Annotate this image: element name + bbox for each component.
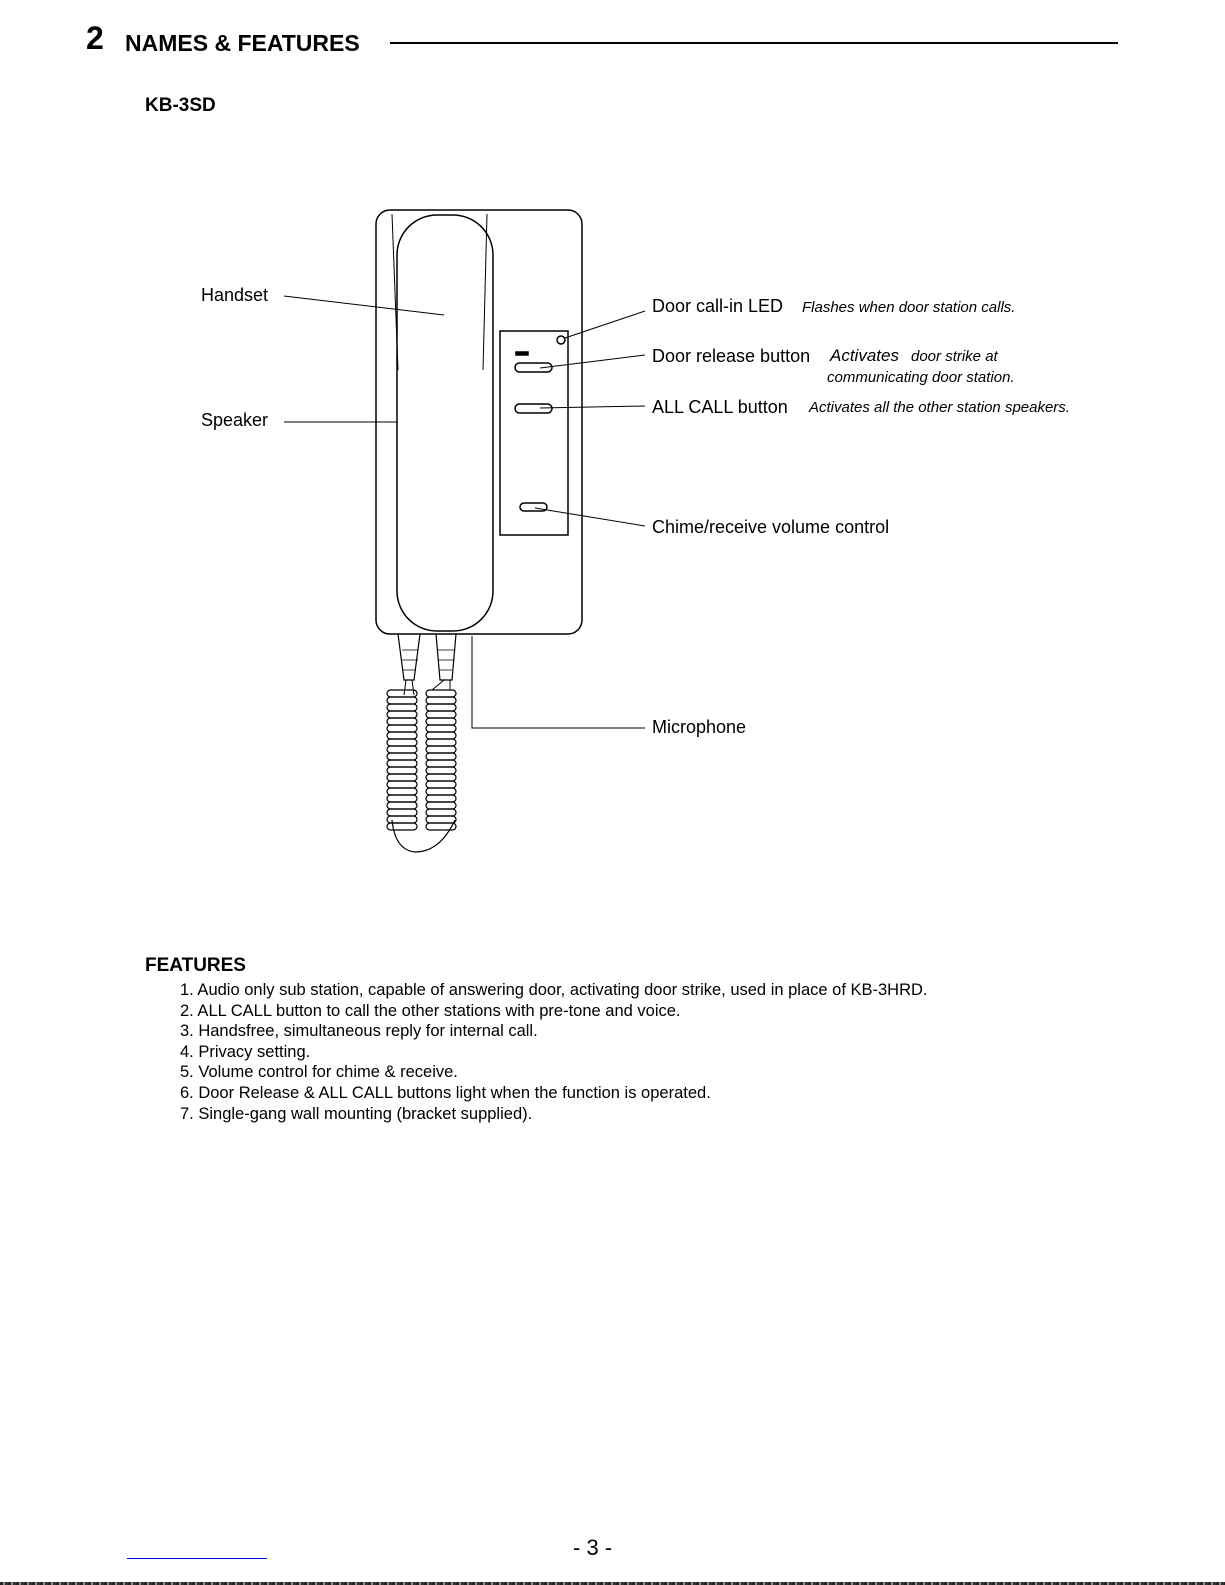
cord-coil	[426, 816, 456, 823]
door-release-label: Door release button	[652, 346, 811, 366]
door-release-note-1: Activates	[830, 346, 899, 365]
station-body	[376, 210, 582, 634]
feature-item: 5. Volume control for chime & receive.	[180, 1063, 458, 1082]
section-number: 2	[86, 20, 104, 56]
cord-coil	[387, 690, 417, 697]
door-release-note-3: communicating door station.	[827, 369, 1015, 386]
cord-coil	[426, 795, 456, 802]
cord-coil	[387, 697, 417, 704]
all-call-label: ALL CALL button	[652, 397, 788, 417]
cord-coil	[387, 802, 417, 809]
cord-coil	[426, 718, 456, 725]
model-name: KB-3SD	[145, 95, 216, 116]
cord-coil	[426, 746, 456, 753]
cord-coil	[387, 746, 417, 753]
all-call-note: Activates all the other station speakers.	[809, 399, 1070, 416]
cord-coil	[426, 774, 456, 781]
cord-coil	[387, 767, 417, 774]
cord-coil	[426, 760, 456, 767]
cord-coil	[426, 767, 456, 774]
coiled-cord	[387, 690, 456, 830]
speaker-label: Speaker	[201, 410, 269, 430]
door-call-led-note: Flashes when door station calls.	[802, 299, 1016, 316]
cord-coil	[426, 690, 456, 697]
cord-coil	[387, 725, 417, 732]
volume-control-label: Chime/receive volume control	[652, 517, 890, 537]
cord-coil	[426, 753, 456, 760]
handset-outline	[397, 215, 493, 631]
cord-coil	[426, 788, 456, 795]
features-list	[180, 980, 928, 1124]
cord-coil	[426, 732, 456, 739]
cord-coil	[426, 739, 456, 746]
cord-coil	[387, 823, 417, 830]
cord-coil	[426, 781, 456, 788]
feature-item: 1. Audio only sub station, capable of answering door, activating door strike, used in place of KB-3HRD.	[180, 981, 928, 999]
cord-coil	[426, 809, 456, 816]
door-release-note-2: door strike at	[911, 348, 998, 365]
cord-coil	[426, 697, 456, 704]
door-call-led	[557, 336, 565, 344]
cord-coil	[387, 809, 417, 816]
cord-coil	[387, 732, 417, 739]
features-heading: FEATURES	[145, 955, 246, 976]
cord-coil	[387, 704, 417, 711]
cord-coil	[426, 711, 456, 718]
handset-label: Handset	[201, 285, 269, 305]
section-title: NAMES & FEATURES	[125, 30, 360, 56]
cord-coil	[387, 760, 417, 767]
cord-coil	[387, 774, 417, 781]
feature-item: 7. Single-gang wall mounting (bracket supplied).	[180, 1104, 533, 1123]
feature-item: 6. Door Release & ALL CALL buttons light when the function is operated.	[180, 1083, 711, 1102]
cord-coil	[387, 718, 417, 725]
page-number: - 3 -	[573, 1535, 613, 1560]
feature-item: 3. Handsfree, simultaneous reply for internal call.	[180, 1022, 538, 1041]
cord-coil	[387, 711, 417, 718]
feature-item: 4. Privacy setting.	[180, 1042, 311, 1061]
cord-coil	[426, 725, 456, 732]
control-panel	[500, 331, 568, 535]
cord-coil	[387, 816, 417, 823]
all-call-button	[515, 404, 552, 413]
cord-coil	[426, 802, 456, 809]
cord-coil	[387, 795, 417, 802]
cord-coil	[387, 788, 417, 795]
door-release-key-icon	[516, 352, 528, 355]
link-underline[interactable]	[127, 1558, 267, 1559]
cord-coil	[387, 781, 417, 788]
door-call-led-label: Door call-in LED	[652, 296, 784, 316]
cord-coil	[426, 704, 456, 711]
feature-item: 2. ALL CALL button to call the other stations with pre-tone and voice.	[180, 1001, 681, 1020]
cord-coil	[387, 739, 417, 746]
microphone-label: Microphone	[652, 717, 747, 737]
cord-coil	[387, 753, 417, 760]
